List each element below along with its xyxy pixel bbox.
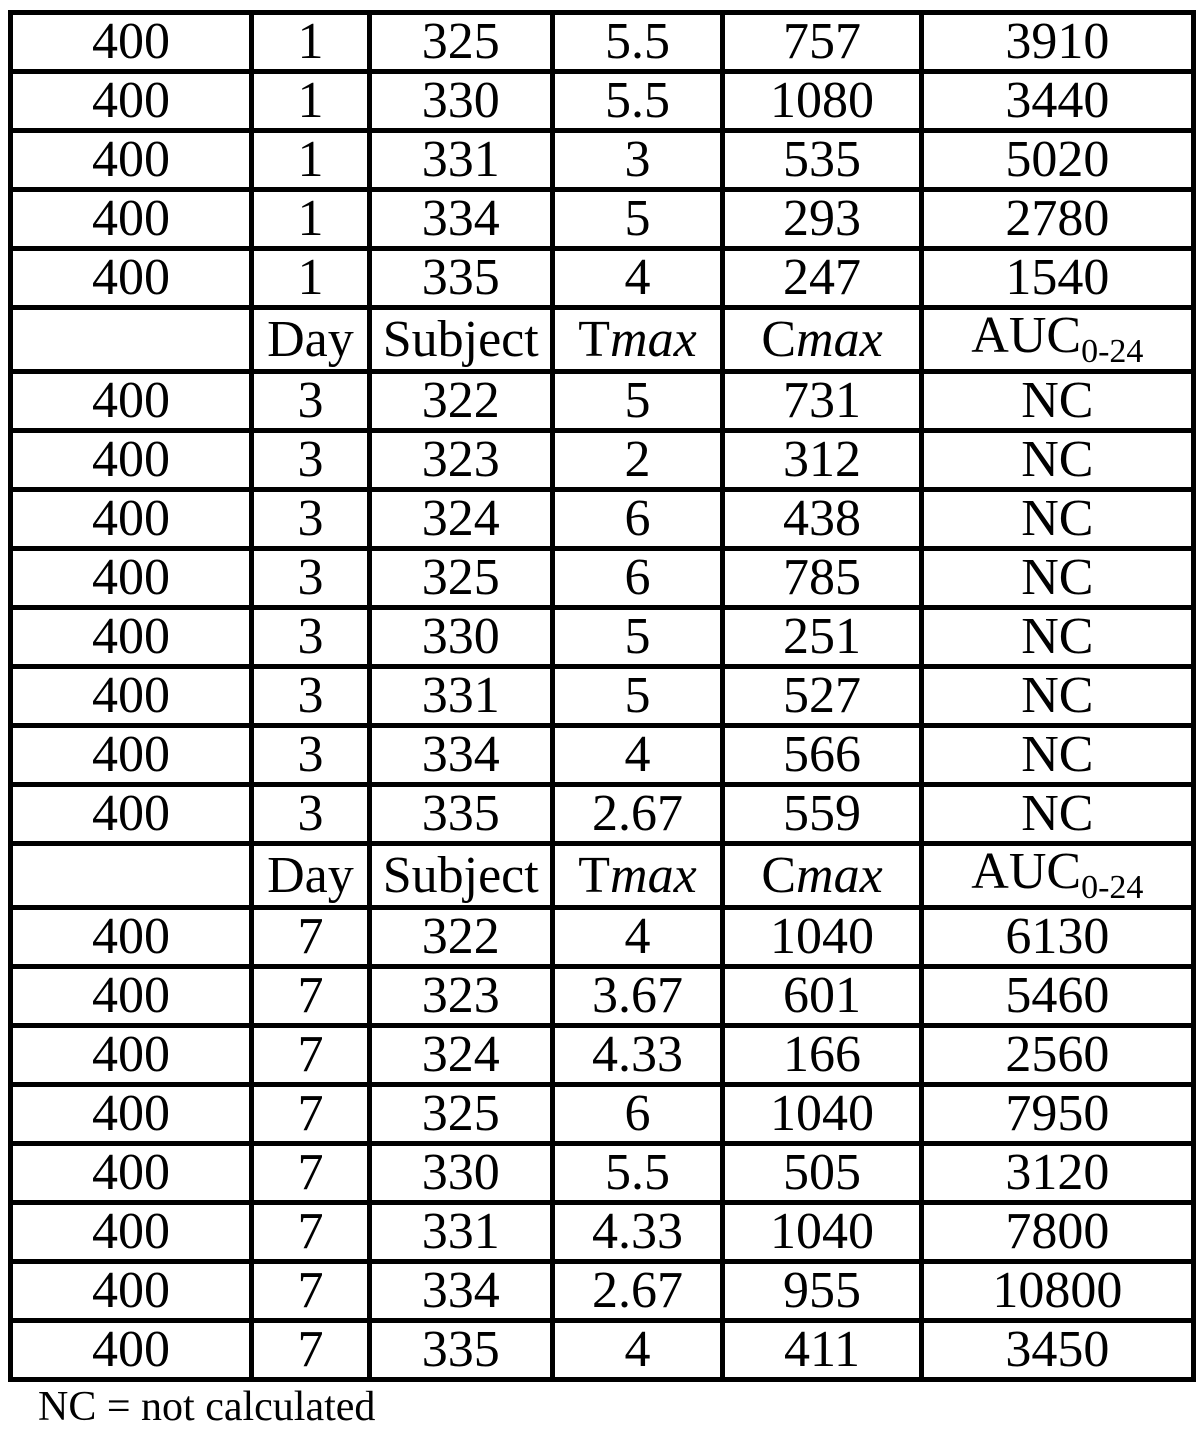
cell-dose: 400 — [11, 131, 252, 190]
cell-tmax: 4 — [552, 1321, 723, 1380]
cell-subject: 330 — [369, 1144, 552, 1203]
cell-dose: 400 — [11, 967, 252, 1026]
cell-auc: NC — [921, 785, 1193, 844]
data-row — [11, 13, 1194, 72]
header-text: T — [578, 846, 611, 904]
cell-cmax: 1040 — [723, 1203, 921, 1262]
cell-auc: NC — [921, 431, 1193, 490]
cell-subject: 324 — [369, 490, 552, 549]
cell-subject: 323 — [369, 967, 552, 1026]
cell-subject: 330 — [369, 72, 552, 131]
cell-day: 3 — [252, 726, 370, 785]
cell-cmax: 247 — [723, 249, 921, 308]
header-cell-dose — [11, 308, 252, 372]
cell-auc: 3450 — [921, 1321, 1193, 1380]
cell-subject: 331 — [369, 131, 552, 190]
cell-subject: 323 — [369, 431, 552, 490]
cell-cmax: 566 — [723, 726, 921, 785]
cell-dose: 400 — [11, 1144, 252, 1203]
italic-text: max — [796, 310, 883, 368]
cell-auc: 1540 — [921, 249, 1193, 308]
cell-cmax: 505 — [723, 1144, 921, 1203]
cell-day: 7 — [252, 1262, 370, 1321]
cell-dose: 400 — [11, 1262, 252, 1321]
cell-dose: 400 — [11, 431, 252, 490]
cell-tmax: 5 — [552, 608, 723, 667]
data-row — [11, 1144, 1194, 1203]
cell-tmax: 5.5 — [552, 1144, 723, 1203]
cell-tmax: 2 — [552, 431, 723, 490]
header-text: C — [761, 846, 797, 904]
data-row — [11, 490, 1194, 549]
cell-cmax: 601 — [723, 967, 921, 1026]
cell-subject: 335 — [369, 785, 552, 844]
header-text: C — [761, 310, 797, 368]
cell-dose: 400 — [11, 1085, 252, 1144]
cell-day: 3 — [252, 608, 370, 667]
cell-auc: NC — [921, 726, 1193, 785]
cell-auc: NC — [921, 667, 1193, 726]
data-row — [11, 249, 1194, 308]
cell-dose: 400 — [11, 908, 252, 967]
cell-auc: 5460 — [921, 967, 1193, 1026]
cell-day: 3 — [252, 431, 370, 490]
cell-cmax: 559 — [723, 785, 921, 844]
header-cell-dose — [11, 844, 252, 908]
cell-tmax: 3 — [552, 131, 723, 190]
cell-tmax: 6 — [552, 549, 723, 608]
cell-tmax: 2.67 — [552, 785, 723, 844]
header-cell-tmax — [552, 308, 723, 372]
cell-auc: NC — [921, 549, 1193, 608]
header-cell-day — [252, 308, 370, 372]
cell-auc: NC — [921, 608, 1193, 667]
cell-cmax: 1080 — [723, 72, 921, 131]
data-row — [11, 1321, 1194, 1380]
cell-tmax: 4.33 — [552, 1203, 723, 1262]
cell-day: 3 — [252, 785, 370, 844]
pk-data-table — [8, 10, 1196, 1382]
header-text: AUC — [971, 843, 1082, 900]
data-row — [11, 431, 1194, 490]
cell-day: 3 — [252, 667, 370, 726]
cell-subject: 334 — [369, 190, 552, 249]
cell-cmax: 535 — [723, 131, 921, 190]
data-row — [11, 1026, 1194, 1085]
cell-dose: 400 — [11, 549, 252, 608]
cell-day: 1 — [252, 131, 370, 190]
cell-subject: 334 — [369, 726, 552, 785]
cell-dose: 400 — [11, 72, 252, 131]
cell-dose: 400 — [11, 1203, 252, 1262]
cell-dose: 400 — [11, 490, 252, 549]
cell-tmax: 5.5 — [552, 13, 723, 72]
cell-cmax: 1040 — [723, 908, 921, 967]
cell-tmax: 4.33 — [552, 1026, 723, 1085]
data-row — [11, 1262, 1194, 1321]
cell-auc: 6130 — [921, 908, 1193, 967]
table-body — [11, 13, 1194, 1380]
data-row — [11, 726, 1194, 785]
cell-day: 7 — [252, 1144, 370, 1203]
cell-day: 3 — [252, 490, 370, 549]
header-cell-subject — [369, 844, 552, 908]
cell-auc: NC — [921, 372, 1193, 431]
cell-dose: 400 — [11, 726, 252, 785]
data-row — [11, 967, 1194, 1026]
data-row — [11, 72, 1194, 131]
cell-tmax: 4 — [552, 908, 723, 967]
cell-cmax: 166 — [723, 1026, 921, 1085]
cell-cmax: 438 — [723, 490, 921, 549]
header-row — [11, 308, 1194, 372]
cell-subject: 322 — [369, 372, 552, 431]
cell-cmax: 785 — [723, 549, 921, 608]
cell-auc: 2780 — [921, 190, 1193, 249]
cell-auc: NC — [921, 490, 1193, 549]
subscript-text: 0-24 — [1081, 869, 1144, 906]
cell-dose: 400 — [11, 1026, 252, 1085]
cell-subject: 335 — [369, 1321, 552, 1380]
data-row — [11, 1203, 1194, 1262]
data-row — [11, 372, 1194, 431]
italic-text: max — [610, 846, 697, 904]
cell-cmax: 251 — [723, 608, 921, 667]
italic-text: max — [796, 846, 883, 904]
header-text: AUC — [971, 307, 1082, 364]
cell-subject: 335 — [369, 249, 552, 308]
cell-auc: 2560 — [921, 1026, 1193, 1085]
cell-dose: 400 — [11, 785, 252, 844]
header-cell-auc — [921, 308, 1193, 372]
data-row — [11, 190, 1194, 249]
cell-cmax: 527 — [723, 667, 921, 726]
cell-day: 7 — [252, 1321, 370, 1380]
cell-tmax: 4 — [552, 726, 723, 785]
header-text: Subject — [382, 310, 539, 368]
data-row — [11, 1085, 1194, 1144]
data-row — [11, 667, 1194, 726]
cell-subject: 331 — [369, 667, 552, 726]
cell-day: 1 — [252, 72, 370, 131]
cell-day: 7 — [252, 1203, 370, 1262]
cell-subject: 330 — [369, 608, 552, 667]
cell-dose: 400 — [11, 1321, 252, 1380]
data-row — [11, 131, 1194, 190]
cell-tmax: 5 — [552, 667, 723, 726]
cell-auc: 3910 — [921, 13, 1193, 72]
header-text: Day — [267, 846, 354, 904]
cell-subject: 324 — [369, 1026, 552, 1085]
header-text: Subject — [382, 846, 539, 904]
cell-day: 3 — [252, 549, 370, 608]
cell-subject: 322 — [369, 908, 552, 967]
data-row — [11, 785, 1194, 844]
cell-subject: 331 — [369, 1203, 552, 1262]
cell-cmax: 411 — [723, 1321, 921, 1380]
cell-subject: 334 — [369, 1262, 552, 1321]
cell-cmax: 757 — [723, 13, 921, 72]
cell-day: 7 — [252, 1085, 370, 1144]
cell-dose: 400 — [11, 667, 252, 726]
data-row — [11, 608, 1194, 667]
cell-tmax: 3.67 — [552, 967, 723, 1026]
cell-auc: 5020 — [921, 131, 1193, 190]
cell-tmax: 5.5 — [552, 72, 723, 131]
header-cell-auc — [921, 844, 1193, 908]
cell-cmax: 293 — [723, 190, 921, 249]
cell-day: 3 — [252, 372, 370, 431]
data-row — [11, 908, 1194, 967]
header-cell-tmax — [552, 844, 723, 908]
cell-tmax: 6 — [552, 1085, 723, 1144]
cell-cmax: 731 — [723, 372, 921, 431]
cell-cmax: 312 — [723, 431, 921, 490]
header-text: Day — [267, 310, 354, 368]
header-cell-cmax — [723, 308, 921, 372]
cell-auc: 3440 — [921, 72, 1193, 131]
cell-auc: 7950 — [921, 1085, 1193, 1144]
header-cell-day — [252, 844, 370, 908]
cell-day: 1 — [252, 249, 370, 308]
cell-subject: 325 — [369, 13, 552, 72]
italic-text: max — [610, 310, 697, 368]
cell-dose: 400 — [11, 372, 252, 431]
cell-auc: 7800 — [921, 1203, 1193, 1262]
cell-subject: 325 — [369, 549, 552, 608]
cell-auc: 10800 — [921, 1262, 1193, 1321]
cell-subject: 325 — [369, 1085, 552, 1144]
header-cell-subject — [369, 308, 552, 372]
header-row — [11, 844, 1194, 908]
cell-day: 7 — [252, 1026, 370, 1085]
cell-dose: 400 — [11, 608, 252, 667]
header-text: T — [578, 310, 611, 368]
data-row — [11, 549, 1194, 608]
cell-cmax: 1040 — [723, 1085, 921, 1144]
cell-tmax: 4 — [552, 249, 723, 308]
cell-dose: 400 — [11, 13, 252, 72]
cell-day: 1 — [252, 13, 370, 72]
cell-tmax: 5 — [552, 372, 723, 431]
cell-auc: 3120 — [921, 1144, 1193, 1203]
cell-day: 7 — [252, 967, 370, 1026]
cell-tmax: 6 — [552, 490, 723, 549]
table-footnote: NC = not calculated — [38, 1384, 376, 1430]
cell-day: 1 — [252, 190, 370, 249]
header-cell-cmax — [723, 844, 921, 908]
subscript-text: 0-24 — [1081, 333, 1144, 370]
cell-tmax: 2.67 — [552, 1262, 723, 1321]
cell-cmax: 955 — [723, 1262, 921, 1321]
cell-day: 7 — [252, 908, 370, 967]
cell-dose: 400 — [11, 249, 252, 308]
cell-dose: 400 — [11, 190, 252, 249]
cell-tmax: 5 — [552, 190, 723, 249]
